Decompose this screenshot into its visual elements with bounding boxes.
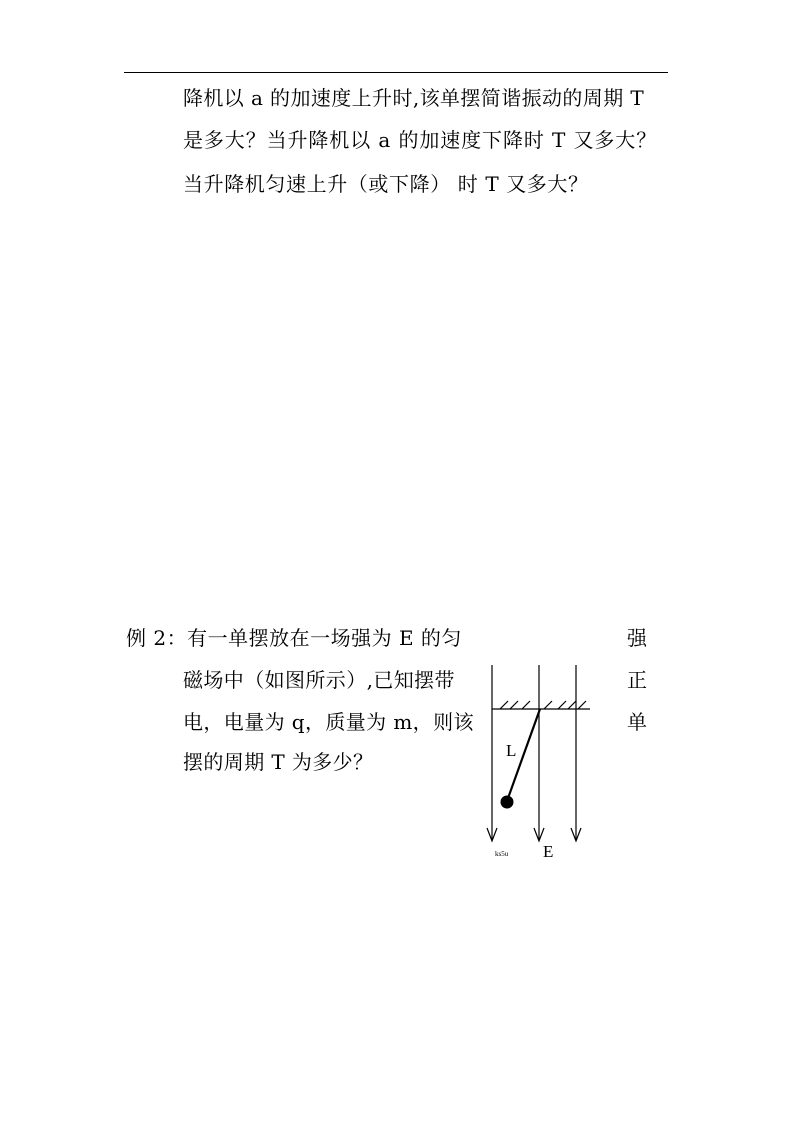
side-char-3: 单: [627, 710, 647, 734]
field-lines: [487, 665, 581, 841]
watermark: ks5u: [495, 850, 509, 858]
pendulum-field-diagram: [470, 660, 610, 870]
ceiling: [492, 701, 590, 709]
header-rule: [124, 72, 668, 73]
pendulum-length-label: L: [506, 741, 517, 760]
side-char-1: 强: [627, 626, 647, 650]
example2-line-1: 例 2：有一单摆放在一场强为 E 的匀: [126, 626, 462, 650]
problem1-line-1: 降机以 a 的加速度上升时,该单摆简谐振动的周期 T: [183, 86, 645, 110]
problem1-line-3: 当升降机匀速上升（或下降） 时 T 又多大？: [183, 172, 589, 196]
pendulum-bob: [501, 796, 514, 809]
example2-line-4: 摆的周期 T 为多少？: [183, 750, 374, 774]
field-label: E: [543, 842, 554, 861]
example2-line-3: 电，电量为 q，质量为 m，则该: [183, 710, 474, 734]
example2-line-2: 磁场中（如图所示）,已知摆带: [183, 668, 455, 692]
problem1-line-2: 是多大？当升降机以 a 的加速度下降时 T 又多大？: [183, 128, 658, 152]
side-char-2: 正: [627, 668, 647, 692]
